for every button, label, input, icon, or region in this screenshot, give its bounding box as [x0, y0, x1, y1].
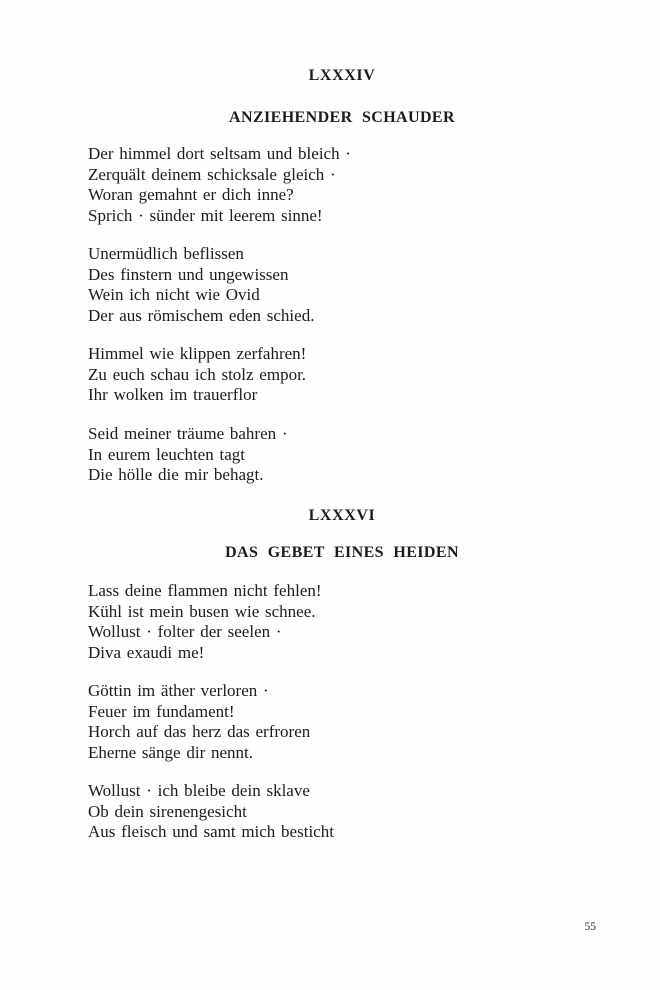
poem-line: Die hölle die mir behagt.: [88, 465, 264, 484]
poem-line: Wollust · folter der seelen ·: [88, 622, 282, 641]
poem-line: Horch auf das herz das erfroren: [88, 722, 311, 741]
poem-line: Ihr wolken im trauerflor: [88, 385, 258, 404]
poem-title-heading: ANZIEHENDER SCHAUDER: [229, 109, 455, 126]
poem-line: Feuer im fundament!: [88, 701, 235, 721]
poem-number-heading: LXXXVI: [308, 507, 376, 524]
poem-line: Sprich · sünder mit leerem sinne!: [88, 205, 323, 225]
stanza: [88, 244, 596, 326]
poem-line: Zerquält deinem schicksale gleich ·: [88, 164, 336, 184]
poem-line: In eurem leuchten tagt: [88, 444, 245, 464]
poem-line: Diva exaudi me!: [88, 642, 205, 662]
stanza: [88, 344, 596, 406]
poem-line: Ob dein sirenengesicht: [88, 801, 247, 821]
poem-line: Woran gemahnt er dich inne?: [88, 185, 294, 204]
poem-line: Kühl ist mein busen wie schnee.: [88, 601, 316, 621]
page-number: 55: [584, 921, 596, 933]
poem-line: Eherne sänge dir nennt.: [88, 742, 253, 762]
stanza: [88, 424, 596, 486]
poem-line: Seid meiner träume bahren ·: [88, 424, 288, 443]
poem-number-heading: LXXXIV: [308, 67, 376, 84]
poem-line: Aus fleisch und samt mich besticht: [88, 822, 334, 841]
poem-line: Lass deine flammen nicht fehlen!: [88, 581, 322, 600]
poem-line: Unermüdlich beflissen: [88, 244, 244, 263]
poem-title-heading: DAS GEBET EINES HEIDEN: [225, 544, 459, 561]
poem-line: Zu euch schau ich stolz empor.: [88, 364, 307, 384]
stanza: [88, 581, 596, 663]
poem-line: Wein ich nicht wie Ovid: [88, 285, 260, 304]
poem-line: Göttin im äther verloren ·: [88, 681, 269, 700]
poem-line: Der aus römischem eden schied.: [88, 305, 315, 325]
poem-line: Himmel wie klippen zerfahren!: [88, 344, 307, 363]
stanza: [88, 144, 596, 226]
stanza: [88, 781, 596, 843]
poem-line: Der himmel dort seltsam und bleich ·: [88, 144, 351, 163]
stanza: [88, 681, 596, 763]
poem-line: Des finstern und ungewissen: [88, 264, 289, 284]
poem-line: Wollust · ich bleibe dein sklave: [88, 781, 310, 800]
